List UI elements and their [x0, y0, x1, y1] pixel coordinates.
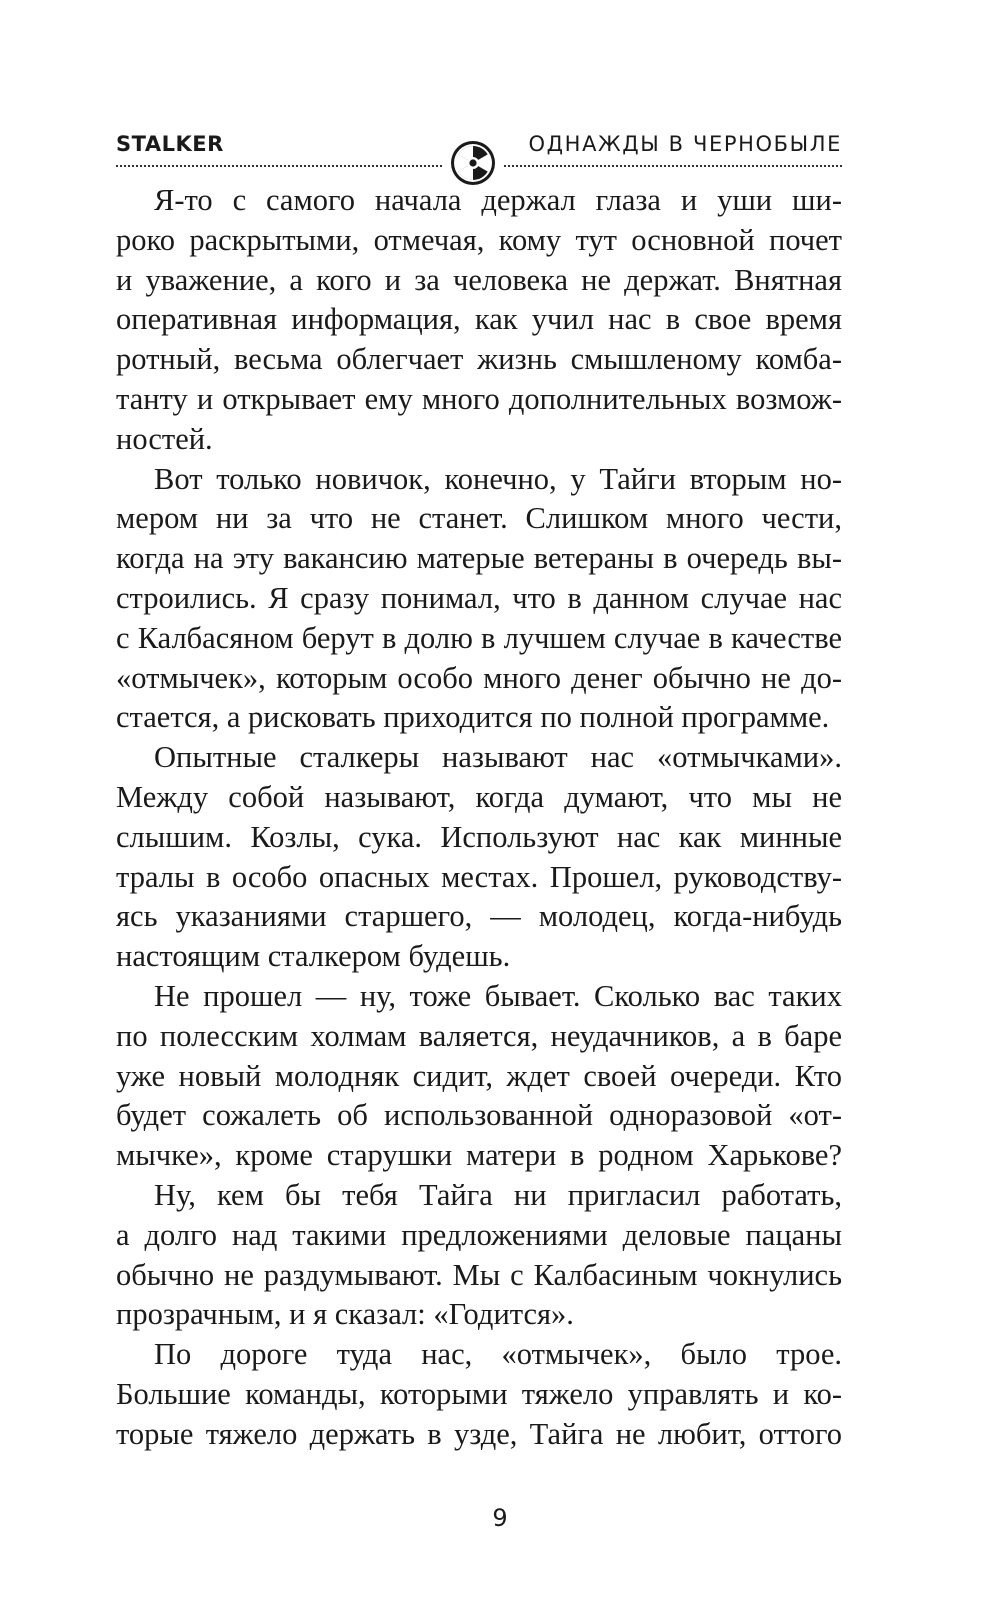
- text-line: мером ни за что не станет. Слишком много чести,: [116, 501, 842, 536]
- text-line: Между собой называют, когда думают, что мы не: [116, 779, 842, 814]
- text-line: тралы в особо опасных местах. Прошел, руководству-: [116, 859, 842, 894]
- text-line: слышим. Козлы, сука. Используют нас как минные: [116, 819, 842, 854]
- text-line: Опытные сталкеры называют нас «отмычками».: [154, 740, 842, 775]
- book-title: ОДНАЖДЫ В ЧЕРНОБЫЛЕ: [528, 132, 842, 156]
- text-line: уже новый молодняк сидит, ждет своей очереди. Кто: [116, 1058, 842, 1093]
- text-line: роко раскрытыми, отмечая, кому тут основной почет: [116, 222, 842, 257]
- text-line: строились. Я сразу понимал, что в данном случае нас: [116, 580, 842, 615]
- text-line: торые тяжело держать в узде, Тайга не любит, оттого: [116, 1416, 842, 1451]
- header-leader-dots-left: [116, 165, 442, 167]
- text-line: ясь указаниями старшего, — молодец, когда-нибудь: [116, 899, 842, 934]
- paragraph: [116, 1335, 842, 1454]
- paragraph: [116, 738, 842, 977]
- header-leader-dots-right: [504, 165, 842, 167]
- text-line: ротный, весьма облегчает жизнь смышленому комба-: [116, 342, 842, 377]
- text-line: ностей.: [116, 421, 213, 456]
- text-line: Не прошел — ну, тоже бывает. Сколько вас таких: [154, 978, 842, 1013]
- text-line: Вот только новичок, конечно, у Тайги вторым но-: [154, 461, 842, 496]
- text-line: обычно не раздумывают. Мы с Калбасиным чокнулись: [116, 1257, 842, 1292]
- text-line: по полесским холмам валяется, неудачников, а в баре: [116, 1018, 842, 1053]
- text-line: Я-то с самого начала держал глаза и уши ши-: [154, 183, 842, 217]
- text-line: Ну, кем бы тебя Тайга ни пригласил работать,: [154, 1177, 842, 1212]
- page-number: 9: [492, 1504, 508, 1532]
- text-line: с Калбасяном берут в долю в лучшем случае в качестве: [116, 620, 842, 655]
- series-title: STALKER: [116, 132, 224, 156]
- text-line: оперативная информация, как учил нас в свое время: [116, 302, 842, 337]
- page-body: [116, 181, 842, 1455]
- text-line: настоящим сталкером будешь.: [116, 939, 511, 974]
- paragraph: [116, 460, 842, 739]
- text-line: когда на эту вакансию матерые ветераны в очередь вы-: [116, 541, 842, 576]
- text-line: прозрачным, и я сказал: «Годится».: [116, 1297, 574, 1332]
- text-line: танту и открывает ему много дополнительных возмож-: [116, 381, 842, 416]
- paragraph: [116, 977, 842, 1176]
- text-line: будет сожалеть об использованной одноразовой «от-: [116, 1098, 842, 1133]
- text-line: Большие команды, которыми тяжело управлять и ко-: [116, 1376, 842, 1411]
- text-line: По дороге туда нас, «отмычек», было трое.: [154, 1337, 842, 1372]
- text-line: мычке», кроме старушки матери в родном Харькове?: [116, 1138, 842, 1173]
- radiation-icon: [450, 140, 496, 186]
- text-line: и уважение, а кого и за человека не держат. Внятная: [116, 262, 842, 297]
- paragraph: [116, 1176, 842, 1335]
- text-line: а долго над такими предложениями деловые пацаны: [116, 1217, 842, 1252]
- paragraph: [116, 181, 842, 460]
- running-header: [116, 128, 842, 172]
- text-line: «отмычек», которым особо много денег обычно не до-: [116, 660, 842, 695]
- text-line: стается, а рисковать приходится по полной программе.: [116, 700, 830, 735]
